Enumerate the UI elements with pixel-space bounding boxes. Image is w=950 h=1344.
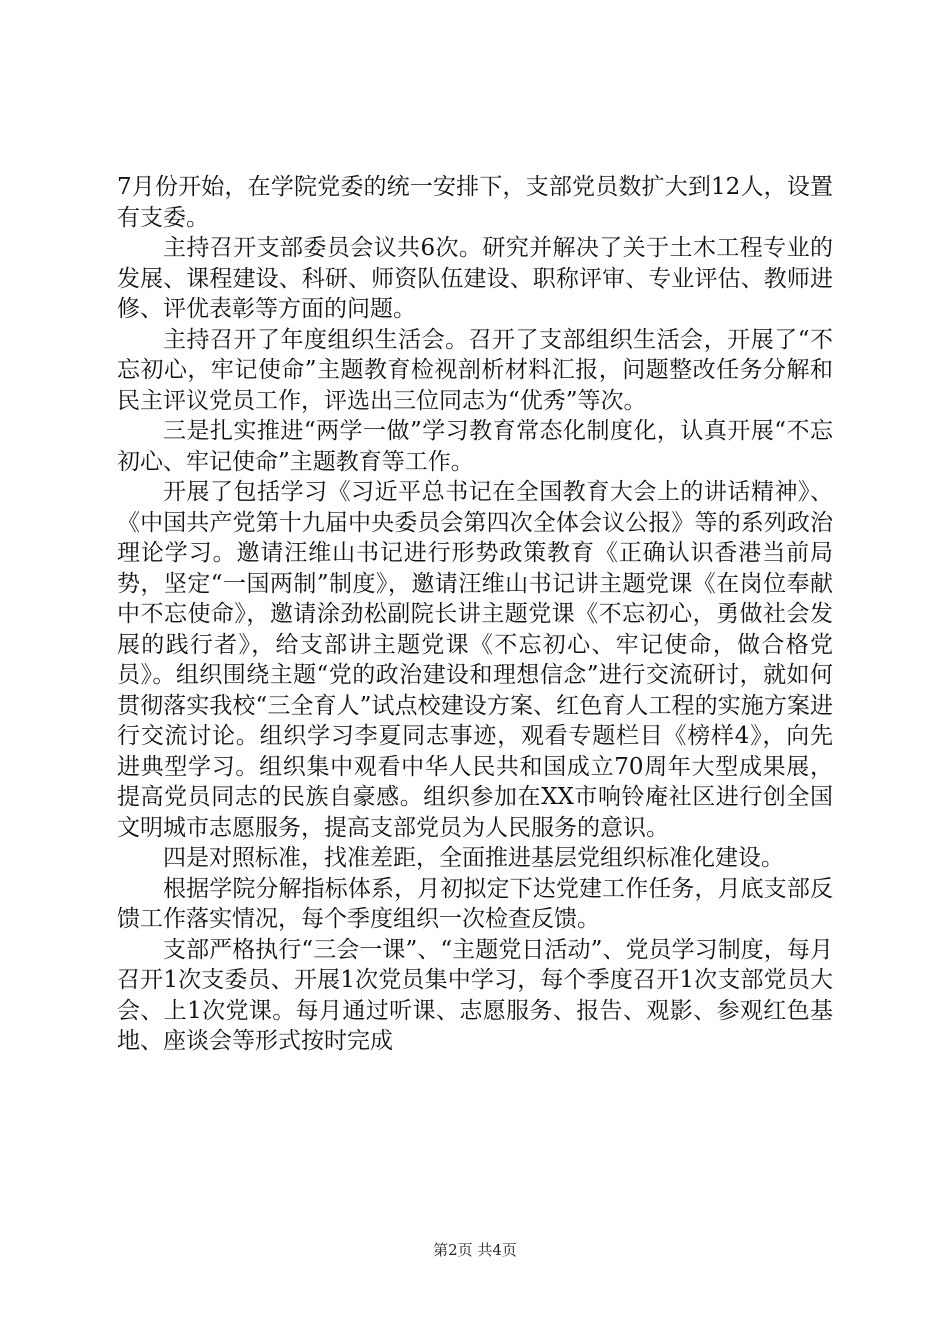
- paragraph-continuation: 7月份开始，在学院党委的统一安排下，支部党员数扩大到12人，设置有支委。: [117, 174, 833, 231]
- paragraph-three-meetings: 支部严格执行“三会一课”、“主题党日活动”、党员学习制度，每月召开1次支委员、开展1次党员集中学习，每个季度召开1次支部党员大会、上1次党课。每月通过听课、志愿服务、报告、观影、参观红色基地、座谈会等形式按时完成: [117, 936, 833, 1054]
- paragraph-organizational-life: 主持召开了年度组织生活会。召开了支部组织生活会，开展了“不忘初心，牢记使命”主题教育检视剖析材料汇报，问题整改任务分解和民主评议党员工作，评选出三位同志为“优秀”等次。: [117, 326, 833, 414]
- paragraph-point-three: 三是扎实推进“两学一做”学习教育常态化制度化，认真开展“不忘初心、牢记使命”主题教育等工作。: [117, 418, 833, 475]
- paragraph-committee-meetings: 主持召开支部委员会议共6次。研究并解决了关于土木工程专业的发展、课程建设、科研、师资队伍建设、职称评审、专业评估、教师进修、评优表彰等方面的问题。: [117, 235, 833, 322]
- paragraph-task-assignment: 根据学院分解指标体系，月初拟定下达党建工作任务，月底支部反馈工作落实情况，每个季度组织一次检查反馈。: [117, 875, 833, 932]
- paragraph-theory-study: 开展了包括学习《习近平总书记在全国教育大会上的讲话精神》、《中国共产党第十九届中央委员会第四次全体会议公报》等的系列政治理论学习。邀请汪维山书记进行形势政策教育《正确认识香港当前局势，坚定“一国两制”制度》，邀请汪维山书记讲主题党课《在岗位奉献中不忘使命》，邀请涂劲松副院长讲主题党课《不忘初心，勇做社会发展的践行者》，给支部讲主题党课《不忘初心、牢记使命，做合格党员》。组织围绕主题“党的政治建设和理想信念”进行交流研讨，就如何贯彻落实我校“三全育人”试点校建设方案、红色育人工程的实施方案进行交流讨论。组织学习李夏同志事迹，观看专题栏目《榜样4》，向先进典型学习。组织集中观看中华人民共和国成立70周年大型成果展，提高党员同志的民族自豪感。组织参加在XX市响铃庵社区进行创全国文明城市志愿服务，提高支部党员为人民服务的意识。: [117, 479, 833, 841]
- page-number-footer: 第2页 共4页: [433, 1241, 517, 1259]
- document-body: [117, 172, 833, 1057]
- paragraph-point-four: 四是对照标准，找准差距，全面推进基层党组织标准化建设。: [163, 845, 784, 871]
